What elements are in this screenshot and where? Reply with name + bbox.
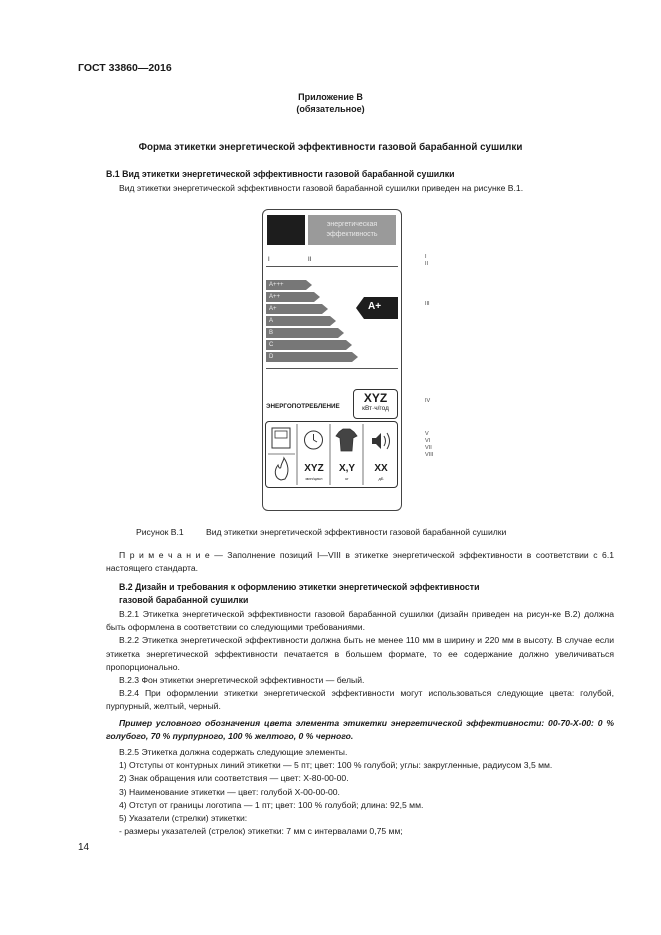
appendix-status: (обязательное) bbox=[296, 104, 365, 114]
b2-heading-2: газовой барабанной сушилки bbox=[119, 595, 249, 605]
class-label-0: A+++ bbox=[269, 282, 284, 288]
b1-text: Вид этикетки энергетической эффективности газовой барабанной сушилки приведен на рисунке В.1. bbox=[119, 183, 524, 193]
duration-value: XYZ bbox=[304, 463, 324, 474]
class-arrow-a bbox=[266, 316, 336, 326]
roman-i-inner: I bbox=[268, 257, 270, 263]
b2-p2: В.2.2 Этикетка энергетической эффективности должна быть не менее 110 мм в ширину и 220 мм в высоту. В случае если этикетка энергетической эффективности печатается в большем формате, то ее содержание должно увеличиваться пропорционально. bbox=[106, 635, 614, 672]
label-title-box: энергетическая эффективность bbox=[308, 215, 396, 245]
noise-value: XX bbox=[374, 463, 388, 474]
energy-consumption-label: ЭНЕРГОПОТРЕБЛЕНИЕ bbox=[266, 403, 340, 410]
flame-icon bbox=[275, 458, 288, 480]
side-label-vi: VI bbox=[425, 438, 431, 444]
roman-ii-inner: II bbox=[308, 257, 312, 263]
b2-item-4: 4) Отступ от границы логотипа — 1 пт; цвет: 100 % голубой; длина: 92,5 мм. bbox=[119, 799, 424, 810]
class-label-1: A++ bbox=[269, 294, 281, 300]
b2-item-2: 2) Знак обращения или соответствия — цвет: Х-80-00-00. bbox=[119, 773, 349, 784]
capacity-value: X,Y bbox=[338, 463, 356, 474]
standard-header: ГОСТ 33860—2016 bbox=[78, 62, 172, 74]
side-label-ii: II bbox=[425, 261, 429, 267]
energy-value-box bbox=[353, 389, 398, 419]
side-label-vii: VII bbox=[425, 445, 432, 451]
class-arrow-b bbox=[266, 328, 344, 338]
class-label-6: D bbox=[269, 354, 274, 360]
b2-p3: В.2.3 Фон этикетки энергетической эффективности — белый. bbox=[119, 675, 365, 686]
b2-item-1: 1) Отступы от контурных линий этикетки — 5 пт; цвет: 100 % голубой; углы: закругленные, радиусом 3,5 мм. bbox=[119, 760, 553, 771]
class-label-2: A+ bbox=[269, 306, 277, 312]
note-text: — Заполнение позиций I—VIII в этикетке энергетической эффективности в соответствии с 6.1 настоящего стандарта. bbox=[106, 550, 615, 574]
class-label-5: C bbox=[269, 342, 274, 348]
efficiency-scale bbox=[266, 280, 361, 362]
figure-caption-number: Рисунок В.1 bbox=[136, 527, 184, 537]
energy-unit: кВт·ч/год bbox=[362, 405, 389, 412]
b1-heading: В.1 Вид этикетки энергетической эффективности газовой барабанной сушилки bbox=[106, 169, 455, 179]
note-block bbox=[106, 549, 614, 575]
side-label-iv: IV bbox=[425, 398, 431, 404]
b2-body bbox=[106, 608, 614, 838]
current-class-label: A+ bbox=[368, 301, 382, 312]
b2-heading-1: В.2 Дизайн и требования к оформлению этикетки энергетической эффективности bbox=[119, 582, 480, 592]
page-number: 14 bbox=[78, 842, 90, 853]
side-label-i: I bbox=[425, 254, 427, 260]
class-arrow-d bbox=[266, 352, 358, 362]
b2-item-5: 5) Указатели (стрелки) этикетки: bbox=[119, 813, 248, 824]
side-label-v: V bbox=[425, 431, 429, 437]
energy-value: XYZ bbox=[363, 391, 388, 405]
section-title: Форма этикетки энергетической эффективности газовой барабанной сушилки bbox=[138, 142, 523, 153]
note-label: П р и м е ч а н и е bbox=[119, 550, 210, 560]
divider-top bbox=[266, 266, 398, 267]
side-label-iii: III bbox=[425, 301, 430, 307]
duration-unit: мин/цикл bbox=[305, 476, 323, 481]
figure-caption-text: Вид этикетки энергетической эффективности газовой барабанной сушилки bbox=[206, 527, 507, 537]
dryer-icon bbox=[272, 428, 290, 448]
class-arrow-c bbox=[266, 340, 352, 350]
b2-p4: В.2.4 При оформлении этикетки энергетической эффективности могут использоваться следующие цвета: голубой, пурпурный, желтый, черный. bbox=[106, 688, 614, 712]
b2-item-3: 3) Наименование этикетки — цвет: голубой Х-00-00-00. bbox=[119, 786, 340, 797]
noise-unit: дБ bbox=[378, 476, 384, 481]
appendix-title: Приложение В bbox=[298, 92, 363, 102]
side-label-viii: VIII bbox=[425, 452, 434, 458]
divider-mid bbox=[266, 368, 398, 369]
class-label-3: A bbox=[269, 318, 274, 324]
class-label-4: B bbox=[269, 330, 274, 336]
tshirt-icon bbox=[336, 429, 357, 451]
clock-icon bbox=[305, 431, 323, 449]
b2-p5: В.2.5 Этикетка должна содержать следующие элементы. bbox=[119, 747, 348, 758]
b2-example: Пример условного обозначения цвета элемента этикетки энергетической эффективности: 00-70-Х-00: 0 % голубого, 70 % пурпурного, 100 % желтого, 0 % черного. bbox=[106, 717, 614, 741]
b2-p1: В.2.1 Этикетка энергетической эффективности газовой барабанной сушилки (дизайн приведен на рисун-ке В.2) должна быть оформлена в соответствии со следующими требованиями. bbox=[106, 609, 614, 633]
capacity-unit: кг bbox=[345, 476, 349, 481]
b2-item-6: - размеры указателей (стрелок) этикетки: 7 мм с интервалами 0,75 мм; bbox=[119, 826, 403, 837]
speaker-icon bbox=[372, 433, 390, 449]
logo-block bbox=[267, 215, 305, 245]
